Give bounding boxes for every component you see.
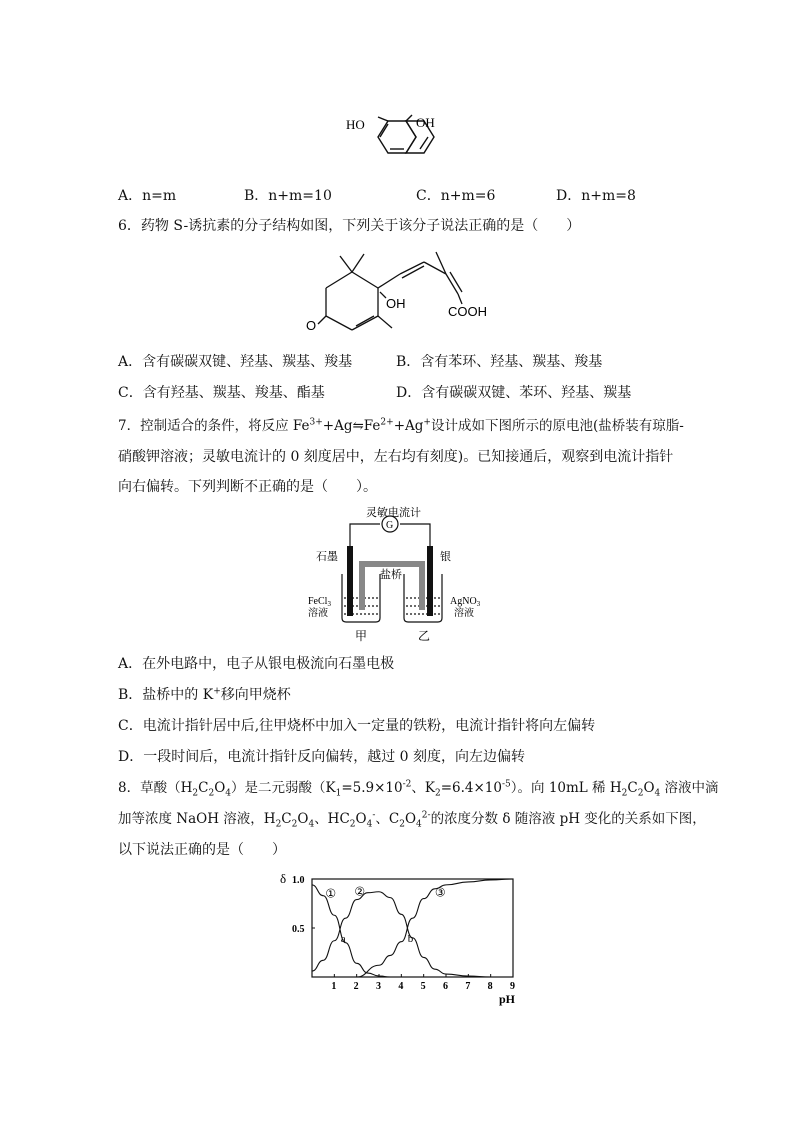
fecl3-solution-label: 溶液 [308,608,328,619]
q7-option-a: A．在外电路中，电子从银电极流向石墨电极 [118,656,395,672]
q5-option-d: D．n+m=8 [556,188,636,204]
mol-cooh-label: COOH [448,304,487,319]
q7-stem-line3: 向右偏转。下列判断不正确的是（ ）。 [118,479,377,495]
x-axis-label: pH [499,992,516,1006]
speciation-chart [270,865,530,1010]
agno3-label: AgNO$_3$ [450,596,481,608]
q8-stem-line3: 以下说法正确的是（ ） [118,842,286,858]
mol-oh-label: OH [386,296,406,311]
series-label: ① [325,886,337,901]
q7-stem-line1: 7．控制适合的条件，将反应 $Fe^{3+}+Ag⇋Fe^{2+}+Ag^+$设计成如下图所示的原电池(盐桥装有琼脂- [118,417,684,434]
x-tick-label: 1 [331,981,337,992]
point-label: b [407,933,414,945]
mol-o-label: O [306,318,317,333]
q6-option-d: D．含有碳碳双键、苯环、羟基、羰基 [396,385,632,401]
q6-stem: 6．药物 S-诱抗素的分子结构如图，下列关于该分子说法正确的是（ ） [118,218,581,234]
q7-stem-line2: 硝酸钾溶液；灵敏电流计的 0 刻度居中，左右均有刻度)。已知接通后，观察到电流计指针 [118,449,674,465]
x-tick-label: 3 [376,981,381,992]
q6-option-b: B．含有苯环、羟基、羰基、羧基 [396,354,603,370]
x-tick-label: 5 [420,981,426,992]
q6-option-a: A．含有碳碳双键、羟基、羰基、羧基 [118,354,353,370]
x-tick-label: 8 [487,981,493,992]
q5-option-c: C．n+m=6 [416,188,496,204]
x-tick-label: 7 [465,981,471,992]
point-label: a [340,933,346,945]
beaker-right-label: 乙 [418,629,431,643]
fecl3-label: FeCl$_3$ [308,596,331,608]
g-symbol: G [386,520,394,531]
galvanometer-label: 灵敏电流计 [366,507,421,519]
series-label: ③ [434,885,446,900]
agno3-solution-label: 溶液 [454,608,474,619]
silver-label: 银 [440,551,451,563]
salt-bridge-label: 盐桥 [380,569,402,581]
q7-option-d: D．一段时间后，电流计指针反向偏转，越过 0 刻度，向左边偏转 [118,749,526,765]
galvanic-cell-diagram [300,502,500,648]
y-axis-label: δ [280,871,287,886]
x-tick-label: 4 [398,981,404,992]
oh-label: OH [416,115,435,130]
silver-electrode [427,546,433,616]
q5-option-a: A．n=m [118,188,177,204]
series-label: ② [354,884,366,899]
graphite-label: 石墨 [316,551,338,563]
q8-stem-line2: 加等浓度 NaOH 溶液，$H_2C_2O_4$、$HC_2O_4^-$、$C_2O_4^{2-}$的浓度分数 δ 随溶液 pH 变化的关系如下图， [118,810,706,830]
plot-frame [312,879,513,977]
ho-label: HO [346,117,365,132]
q6-option-c: C．含有羟基、羰基、羧基、酯基 [118,385,325,401]
beaker-left-label: 甲 [355,629,368,643]
q8-stem-line1: 8．草酸$(H_2C_2O_4)$是二元弱酸（$K_1=5.9\times 10^{-2}$、$K_2=6.4\times 10^{-5}$）。向 10mL 稀 $H_2C_2O_4$ 溶液中滴 [118,779,719,799]
naphthalenediol-structure [330,105,470,175]
q7-option-b: B．盐桥中的 K+移向甲烧杯 [118,686,291,703]
y-tick-label: 1.0 [292,875,305,886]
series-line [312,885,390,977]
x-tick-label: 2 [353,981,359,992]
graphite-electrode [347,546,353,616]
x-tick-label: 6 [443,981,448,992]
y-tick-label: 0.5 [292,924,305,935]
x-tick-label: 9 [510,981,515,992]
s-abscisic-acid-structure [300,244,510,340]
q7-option-c: C．电流计指针居中后,往甲烧杯中加入一定量的铁粉，电流计指针将向左偏转 [118,718,596,734]
q5-option-b: B．n+m=10 [244,188,332,204]
